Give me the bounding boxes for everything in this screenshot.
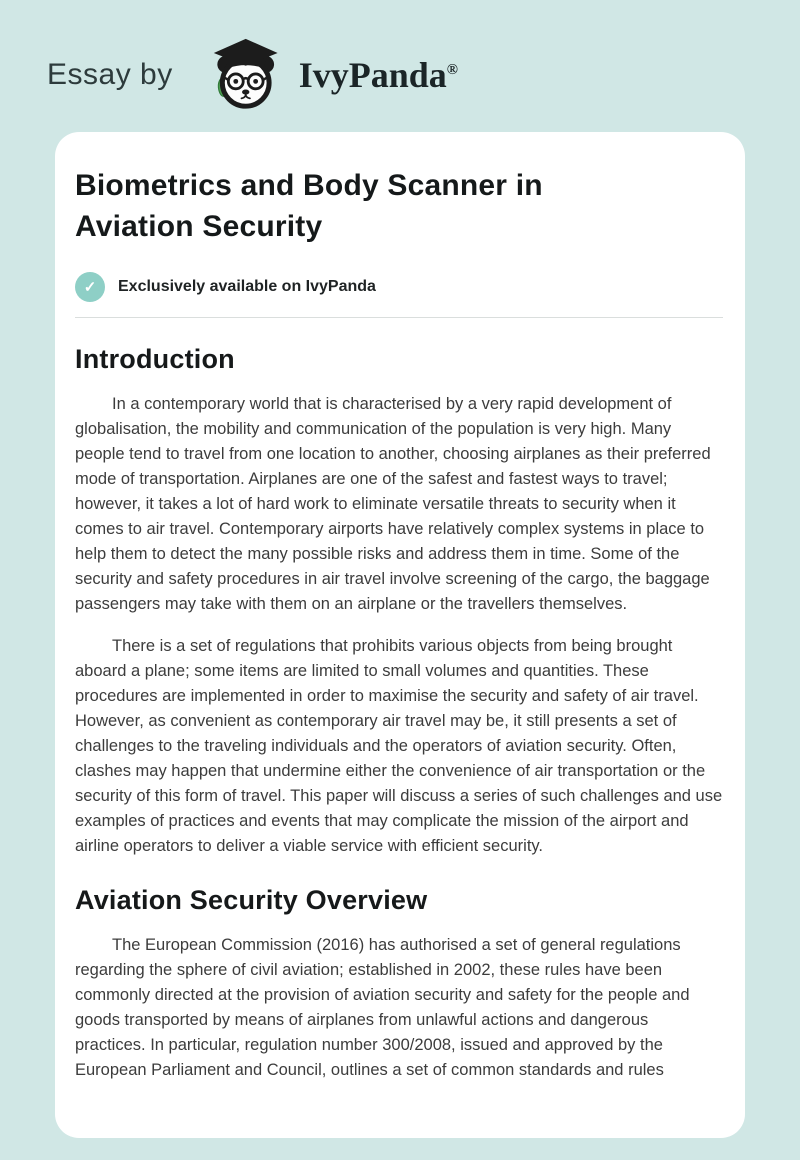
panda-graduate-icon bbox=[199, 36, 291, 114]
essay-by-label: Essay by bbox=[47, 58, 173, 91]
availability-label: Exclusively available on IvyPanda bbox=[118, 277, 376, 295]
check-icon: ✓ bbox=[75, 272, 105, 302]
divider bbox=[75, 317, 723, 318]
paragraph: There is a set of regulations that prohibits various objects from being brought aboard a plane; some items are limited to small volumes and quantities. These procedures are implemented in order to maximise the security and safety of air travel. However, as convenient as contemporary air travel may be, it still presents a set of challenges to the traveling individuals and the operators of aviation security. Often, clashes may happen that undermine either the convenience of air transportation or the security of this form of travel. This paper will discuss a series of such challenges and use examples of practices and events that may complicate the mission of the airport and airline operators to deliver a viable service with efficient security. bbox=[75, 636, 723, 855]
site-header bbox=[0, 0, 800, 110]
essay-card bbox=[55, 132, 745, 1138]
paragraph: The European Commission (2016) has authorised a set of general regulations regarding the sphere of civil aviation; established in 2002, these rules have been commonly directed at the provision of aviation security and safety for the people and goods transported by means of airplanes from unlawful actions and dangerous practices. In particular, regulation number 300/2008, issued and approved by the European Parliament and Council, outlines a set of common standards and rules bbox=[75, 935, 690, 1079]
brand-link[interactable] bbox=[199, 36, 458, 114]
availability-badge bbox=[75, 272, 723, 302]
essay-title: Biometrics and Body Scanner in Aviation Security bbox=[75, 169, 543, 244]
paragraph: In a contemporary world that is characterised by a very rapid development of globalisation, the mobility and communication of the population is very high. Many people tend to travel from one location to another, choosing airplanes as their preferred mode of transportation. Airplanes are one of the safest and fastest ways to travel; however, it takes a lot of hard work to eliminate versatile threats to security when it comes to air travel. Contemporary airports have relatively complex systems in place to help them to detect the many possible risks and address them in time. Some of the security and safety procedures in air travel involve screening of the cargo, the baggage passengers may take with them on an airplane or the travellers themselves. bbox=[75, 394, 711, 613]
section-heading-aviation-security-overview: Aviation Security Overview bbox=[75, 884, 428, 915]
brand-name: IvyPanda® bbox=[298, 55, 458, 95]
registered-mark: ® bbox=[446, 62, 458, 78]
section-heading-introduction: Introduction bbox=[75, 343, 235, 374]
